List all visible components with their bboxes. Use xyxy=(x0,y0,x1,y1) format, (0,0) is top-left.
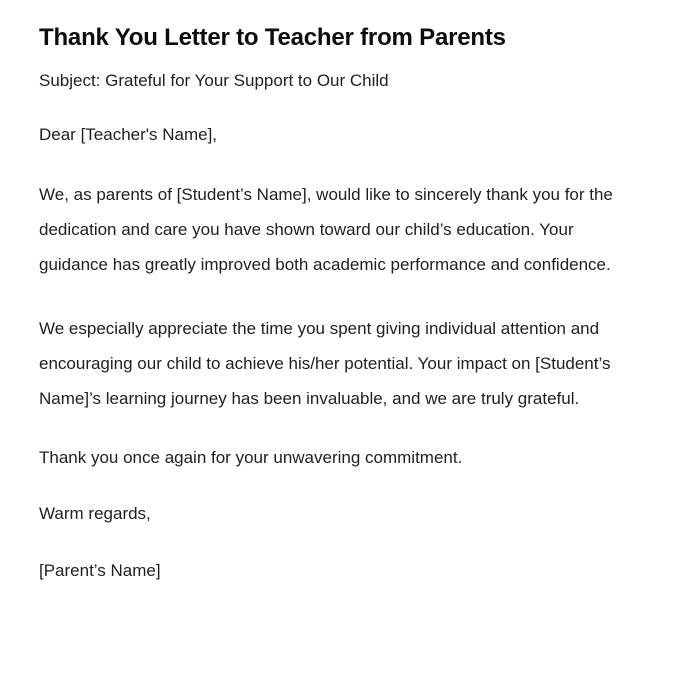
letter-body-paragraph-2: We especially appreciate the time you spent giving individual attention and encouraging our child to achieve his/her potential. Your impact on [Student’s Name]’s learning journey has been invaluable, and we are truly grateful. xyxy=(39,319,611,408)
letter-body-paragraph-1: We, as parents of [Student’s Name], would like to sincerely thank you for the dedication and care you have shown toward our child’s education. Your guidance has greatly improved both academic performance and confidence. xyxy=(39,185,613,274)
letter-closing-line: Thank you once again for your unwavering commitment. xyxy=(39,448,463,467)
letter-signoff: Warm regards, xyxy=(39,504,151,523)
letter-signature: [Parent’s Name] xyxy=(39,561,161,580)
letter-salutation: Dear [Teacher's Name], xyxy=(39,125,218,144)
page-title: Thank You Letter to Teacher from Parents xyxy=(39,24,506,51)
letter-subject-line: Subject: Grateful for Your Support to Our Child xyxy=(39,71,389,90)
